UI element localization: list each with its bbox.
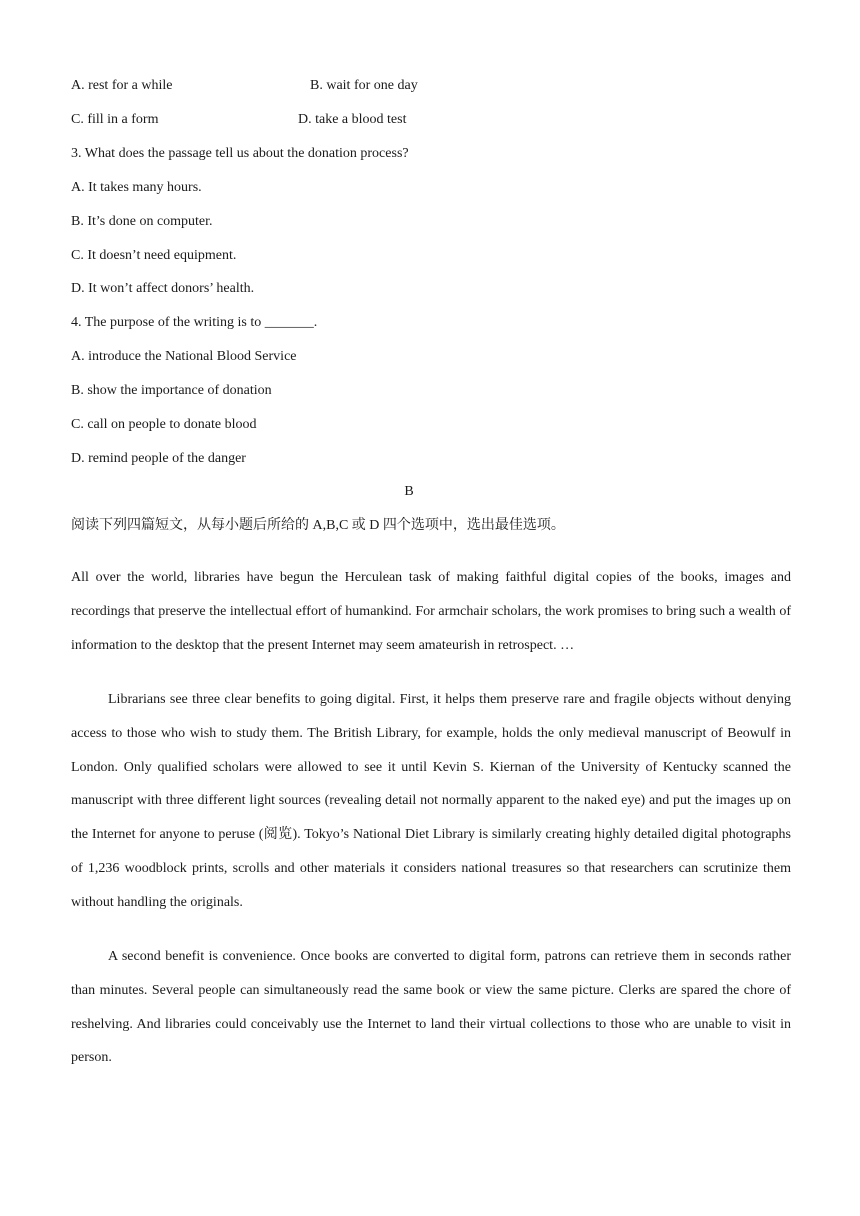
q3-option-d: D. It won’t affect donors’ health. bbox=[71, 281, 255, 296]
q3-option-b: B. It’s done on computer. bbox=[71, 214, 213, 229]
passage-paragraph-3 bbox=[71, 940, 791, 1075]
q2-option-b: B. wait for one day bbox=[310, 78, 418, 93]
passage-paragraph-1 bbox=[71, 561, 791, 662]
q4-option-a: A. introduce the National Blood Service bbox=[71, 349, 297, 364]
q4-question: 4. The purpose of the writing is to _______. bbox=[71, 315, 318, 330]
passage-paragraph-2 bbox=[71, 683, 791, 920]
section-label: B bbox=[404, 484, 414, 499]
q4-option-c: C. call on people to donate blood bbox=[71, 417, 257, 432]
section-instruction: 阅读下列四篇短文，从每小题后所给的 A,B,C 或 D 四个选项中，选出最佳选项。 bbox=[71, 518, 565, 533]
passage-paragraph-3-text: A second benefit is convenience. Once books are converted to digital form, patrons can retrieve them in seconds rather than minutes. Several people can simultaneously read the same book or view the same picture. Clerks are spared the chore of reshelving. And libraries could conceivably use the Internet to land their virtual collections to those who are unable to visit in person. bbox=[71, 949, 791, 1066]
q2-option-a: A. rest for a while bbox=[71, 78, 173, 93]
q4-option-d: D. remind people of the danger bbox=[71, 451, 246, 466]
q2-option-c: C. fill in a form bbox=[71, 112, 159, 127]
q3-option-c: C. It doesn’t need equipment. bbox=[71, 248, 237, 263]
passage-paragraph-2-text: Librarians see three clear benefits to going digital. First, it helps them preserve rare and fragile objects without denying access to those who wish to study them. The British Library, for example, holds the only medieval manuscript of Beowulf in London. Only qualified scholars were allowed to see it until Kevin S. Kiernan of the University of Kentucky scanned the manuscript with three different light sources (revealing detail not normally apparent to the naked eye) and put the images up on the Internet for anyone to peruse (阅览). Tokyo’s National Diet Library is similarly creating highly detailed digital photographs of 1,236 woodblock prints, scrolls and other materials it considers national treasures so that researchers can scrutinize them without handling the originals. bbox=[71, 692, 791, 910]
q3-question: 3. What does the passage tell us about the donation process? bbox=[71, 146, 409, 161]
q2-option-d: D. take a blood test bbox=[298, 112, 407, 127]
passage-paragraph-1-text: All over the world, libraries have begun the Herculean task of making faithful digital copies of the books, images and recordings that preserve the intellectual effort of humankind. For armchair scholars, the work promises to bring such a wealth of information to the desktop that the present Internet may seem amateurish in retrospect. … bbox=[71, 570, 791, 653]
q4-option-b: B. show the importance of donation bbox=[71, 383, 272, 398]
q3-option-a: A. It takes many hours. bbox=[71, 180, 202, 195]
